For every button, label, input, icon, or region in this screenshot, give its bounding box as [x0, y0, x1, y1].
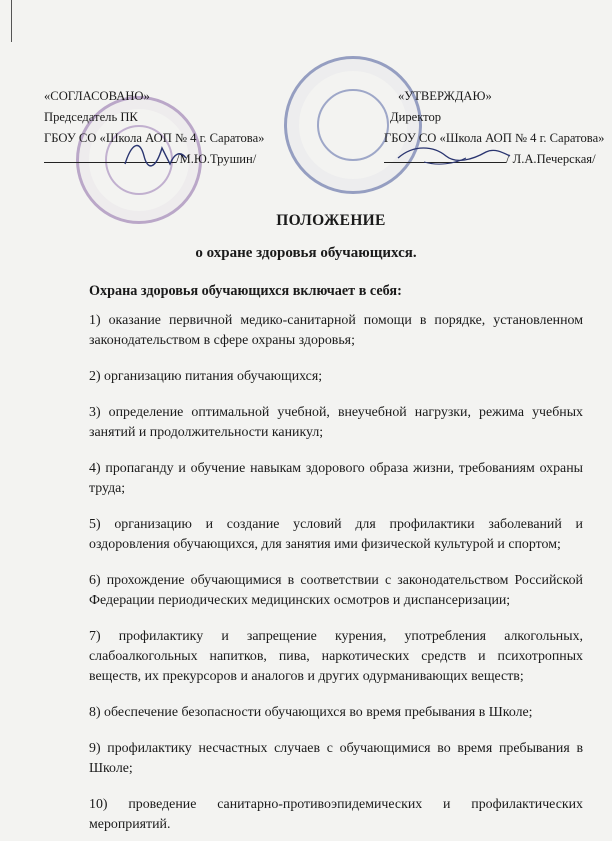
- school-stamp-inner-ring: [317, 89, 389, 161]
- list-item: 5) организацию и создание условий для профилактики заболеваний и оздоровления обучающихся, для занятия ими физической культурой и спортом;: [89, 517, 583, 552]
- approved-label-left: «СОГЛАСОВАНО»: [44, 89, 150, 103]
- document-title: ПОЛОЖЕНИЕ: [276, 212, 386, 229]
- list-item: 6) прохождение обучающимися в соответствии с законодательством Российской Федерации периодических медицинских осмотров и диспансеризации;: [89, 573, 583, 608]
- scan-edge-line: [11, 0, 12, 42]
- signature-right: [394, 138, 514, 174]
- intro-heading: Охрана здоровья обучающихся включает в себя:: [89, 283, 402, 299]
- list-item: 1) оказание первичной медико-санитарной помощи в порядке, установленном законодательством в сфере охраны здоровья;: [89, 313, 583, 348]
- organization-left: ГБОУ СО «Школа АОП № 4 г. Саратова»: [44, 131, 265, 145]
- list-item: 9) профилактику несчастных случаев с обучающимися во время пребывания в Школе;: [89, 741, 583, 776]
- signature-name-left: /М.Ю.Трушин/: [176, 152, 257, 166]
- position-right: Директор: [390, 110, 442, 124]
- list-item: 2) организацию питания обучающихся;: [89, 369, 323, 384]
- list-item: 10) проведение санитарно-противоэпидемических и профилактических мероприятий.: [89, 797, 583, 832]
- organization-right: ГБОУ СО «Школа АОП № 4 г. Саратова»: [384, 131, 605, 145]
- signature-name-right: / Л.А.Печерская/: [506, 152, 596, 166]
- list-item: 3) определение оптимальной учебной, внеучебной нагрузки, режима учебных занятий и продолжительности каникул;: [89, 405, 583, 440]
- list-item: 4) пропаганду и обучение навыкам здорового образа жизни, требованиям охраны труда;: [89, 461, 583, 496]
- items-list: [89, 311, 583, 835]
- position-left: Председатель ПК: [44, 110, 138, 124]
- document-subtitle: о охране здоровья обучающихся.: [195, 245, 417, 261]
- list-item: 7) профилактику и запрещение курения, употребления алкогольных, слабоалкогольных напитков, пива, наркотических средств и психотропных веществ, их прекурсоров и аналогов и других одурманивающих веществ;: [89, 629, 583, 684]
- approved-label-right: «УТВЕРЖДАЮ»: [398, 89, 492, 103]
- list-item: 8) обеспечение безопасности обучающихся во время пребывания в Школе;: [89, 705, 533, 720]
- signature-left: [120, 134, 190, 174]
